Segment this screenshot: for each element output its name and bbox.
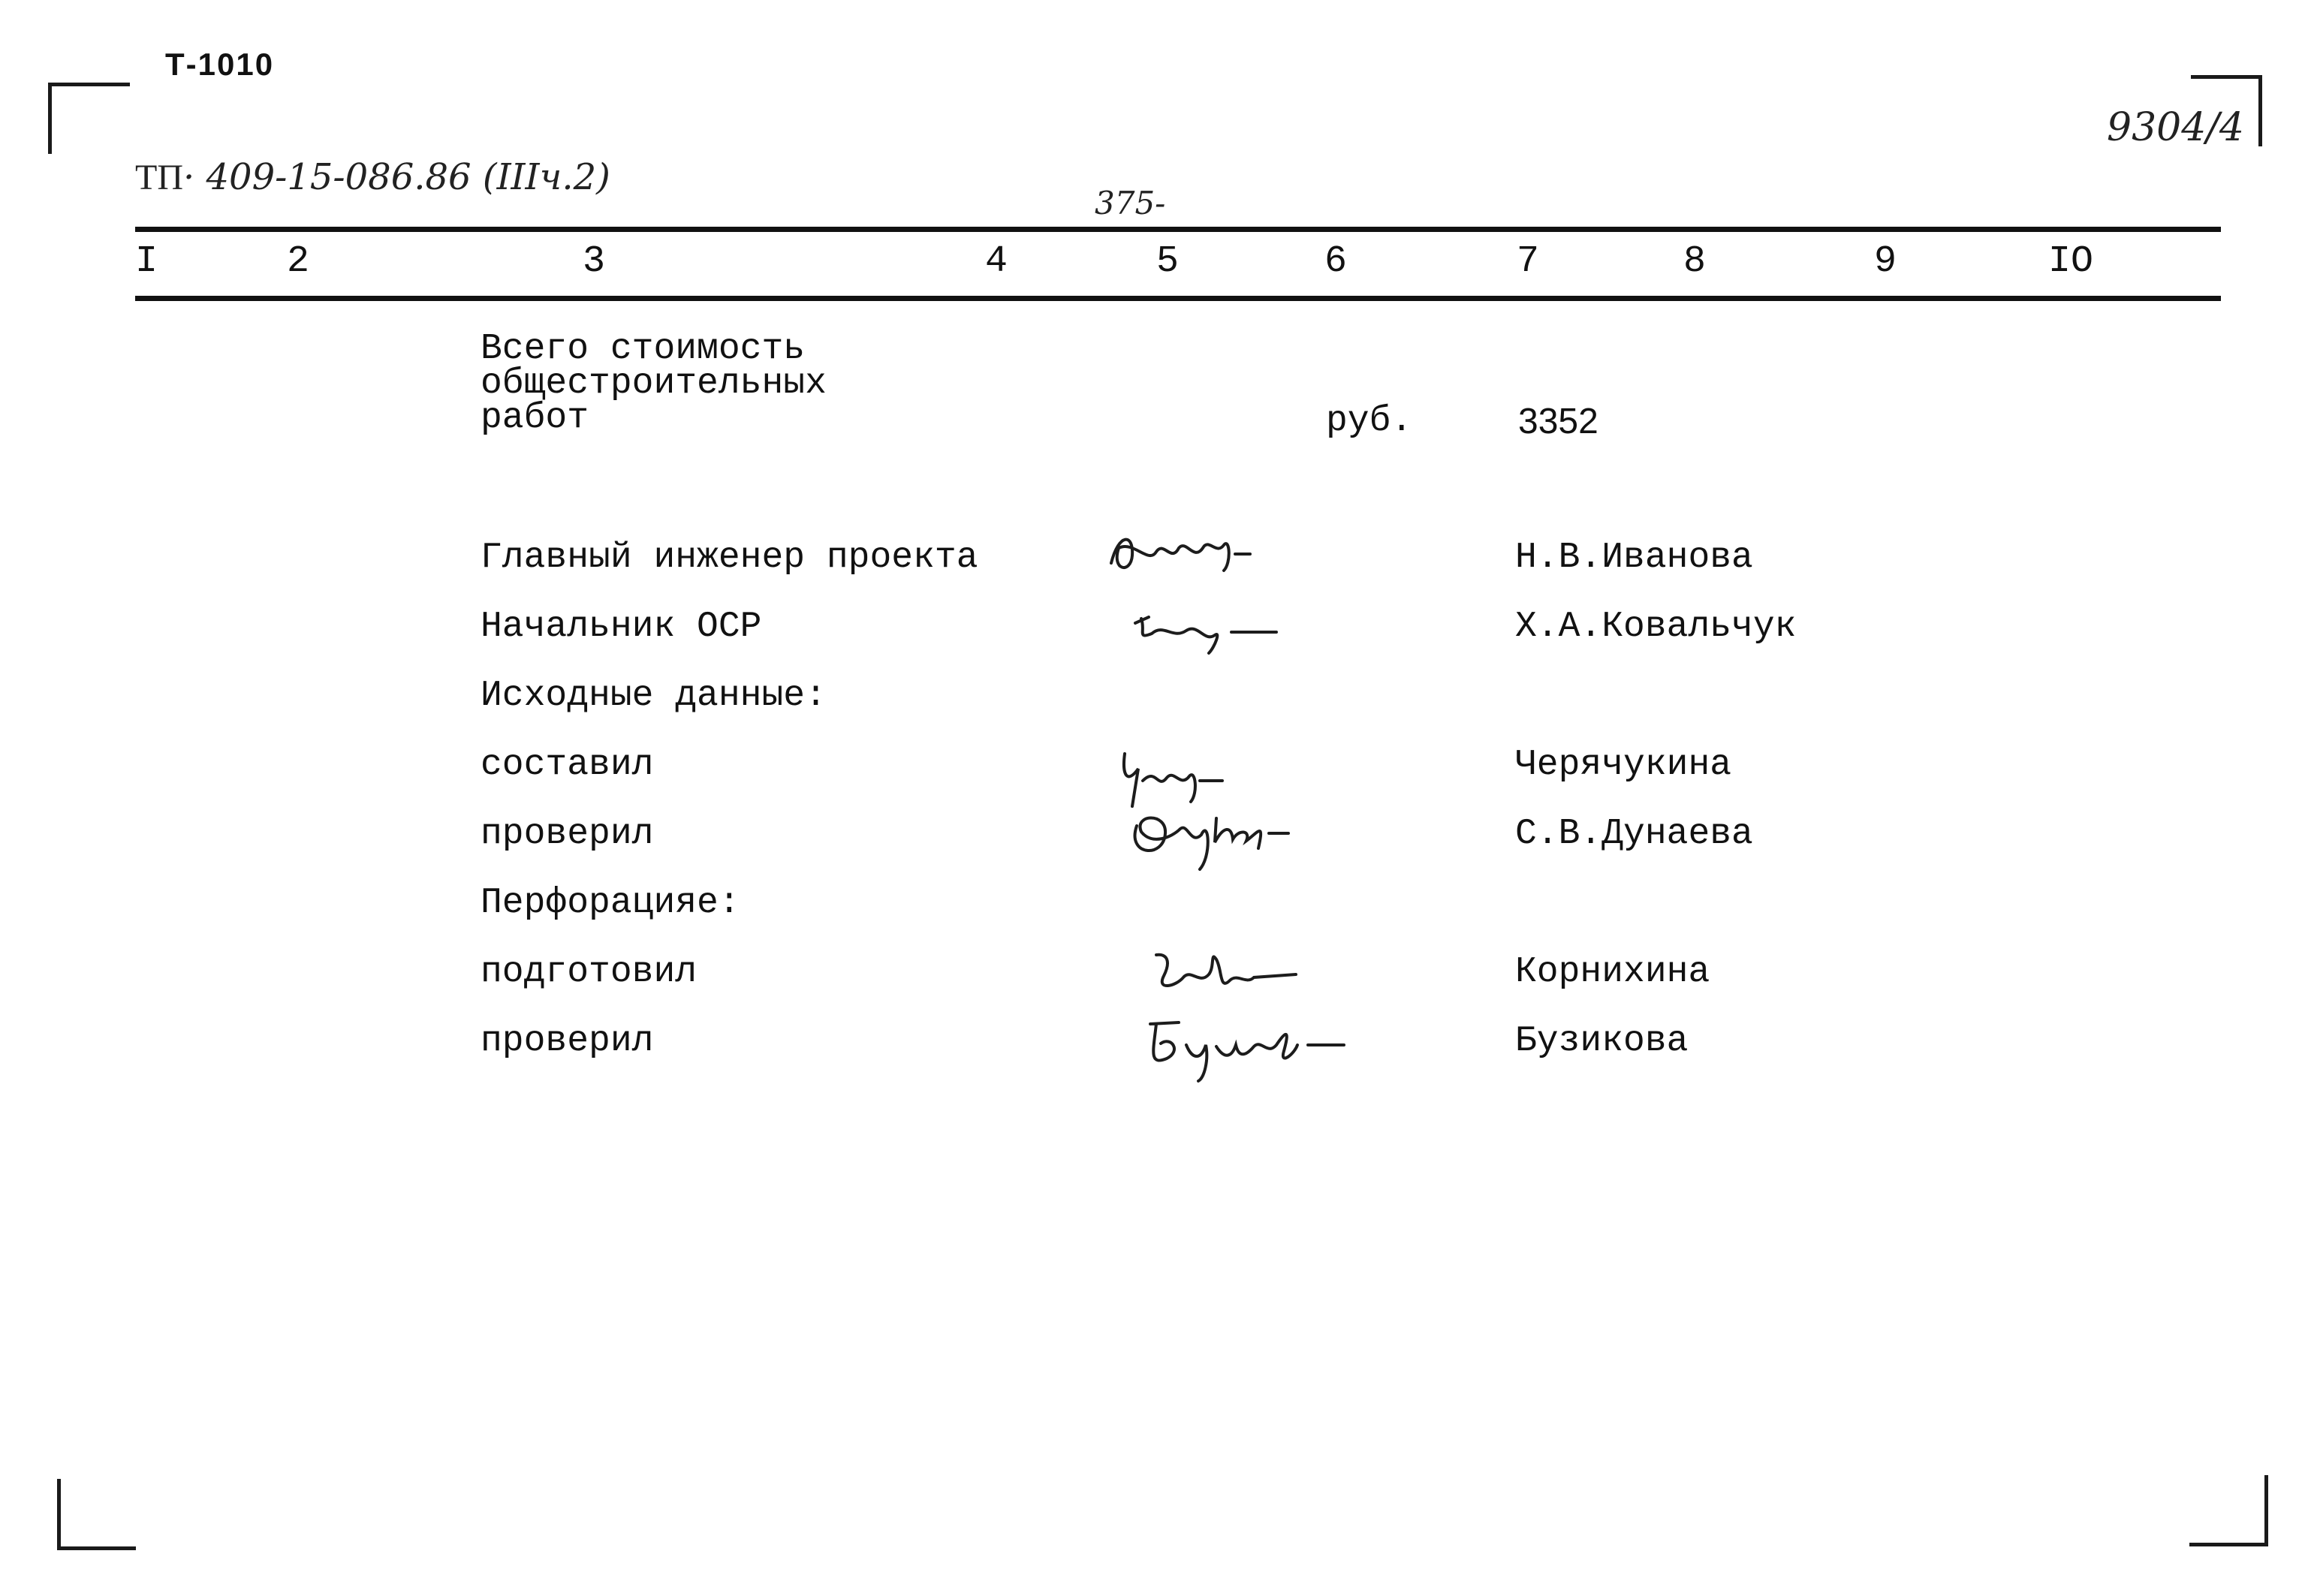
total-cost-label-line-3: работ [481,398,589,438]
column-number-7: 7 [1517,240,1540,283]
column-number-2: 2 [287,240,310,283]
name-compiled: Черячукина [1515,745,1732,785]
name-chief-engineer: Н.В.Иванова [1515,538,1753,578]
crop-mark-bottom-right [2189,1475,2268,1546]
column-number-4: 4 [985,240,1008,283]
role-prepared: подготовил [481,952,698,992]
crop-mark-bottom-left [57,1479,136,1550]
column-number-10: IO [2048,240,2094,283]
document-code: Т-1010 [165,47,275,82]
role-checked-perforation: проверил [481,1021,654,1061]
section-perforation: Перфорацияе: [481,883,740,923]
column-number-5: 5 [1156,240,1180,283]
total-cost-label [481,329,827,438]
total-cost-unit: руб. [1326,401,1413,441]
crop-mark-top-left [48,83,130,154]
signature-checked-source [1119,796,1314,878]
column-number-3: 3 [583,240,606,283]
header-rule-bottom [135,296,2221,301]
role-checked-source: проверил [481,814,654,854]
document-number-handwritten: · 409-15-086.86 (IIIч.2) [182,156,610,198]
document-number [135,156,610,198]
signature-checked-perforation [1134,1006,1359,1089]
role-head-osr: Начальник ОСР [481,607,762,647]
total-cost-value: 3352 [1518,402,1598,441]
signature-chief-engineer [1104,518,1269,586]
column-number-8: 8 [1683,240,1707,283]
signature-prepared [1141,938,1306,1006]
name-checked-source: С.В.Дунаева [1515,814,1753,854]
name-checked-perforation: Бузикова [1515,1021,1689,1061]
sheet-number: 9304/4 [2107,105,2244,150]
page-number: 375- [1095,185,1166,221]
role-chief-engineer: Главный инженер проекта [481,538,978,578]
signature-head-osr [1126,601,1291,661]
section-source-data: Исходные данные: [481,676,827,716]
total-cost-label-line-1: Всего стоимость [481,329,806,369]
name-prepared: Корнихина [1515,952,1710,992]
document-prefix: ТП [135,158,183,197]
column-number-1: I [135,240,158,283]
name-head-osr: Х.А.Ковальчук [1515,607,1797,647]
header-rule-top [135,227,2221,232]
column-number-9: 9 [1874,240,1897,283]
role-compiled: составил [481,745,654,785]
column-number-6: 6 [1324,240,1348,283]
total-cost-label-line-2: общестроительных [481,363,827,404]
